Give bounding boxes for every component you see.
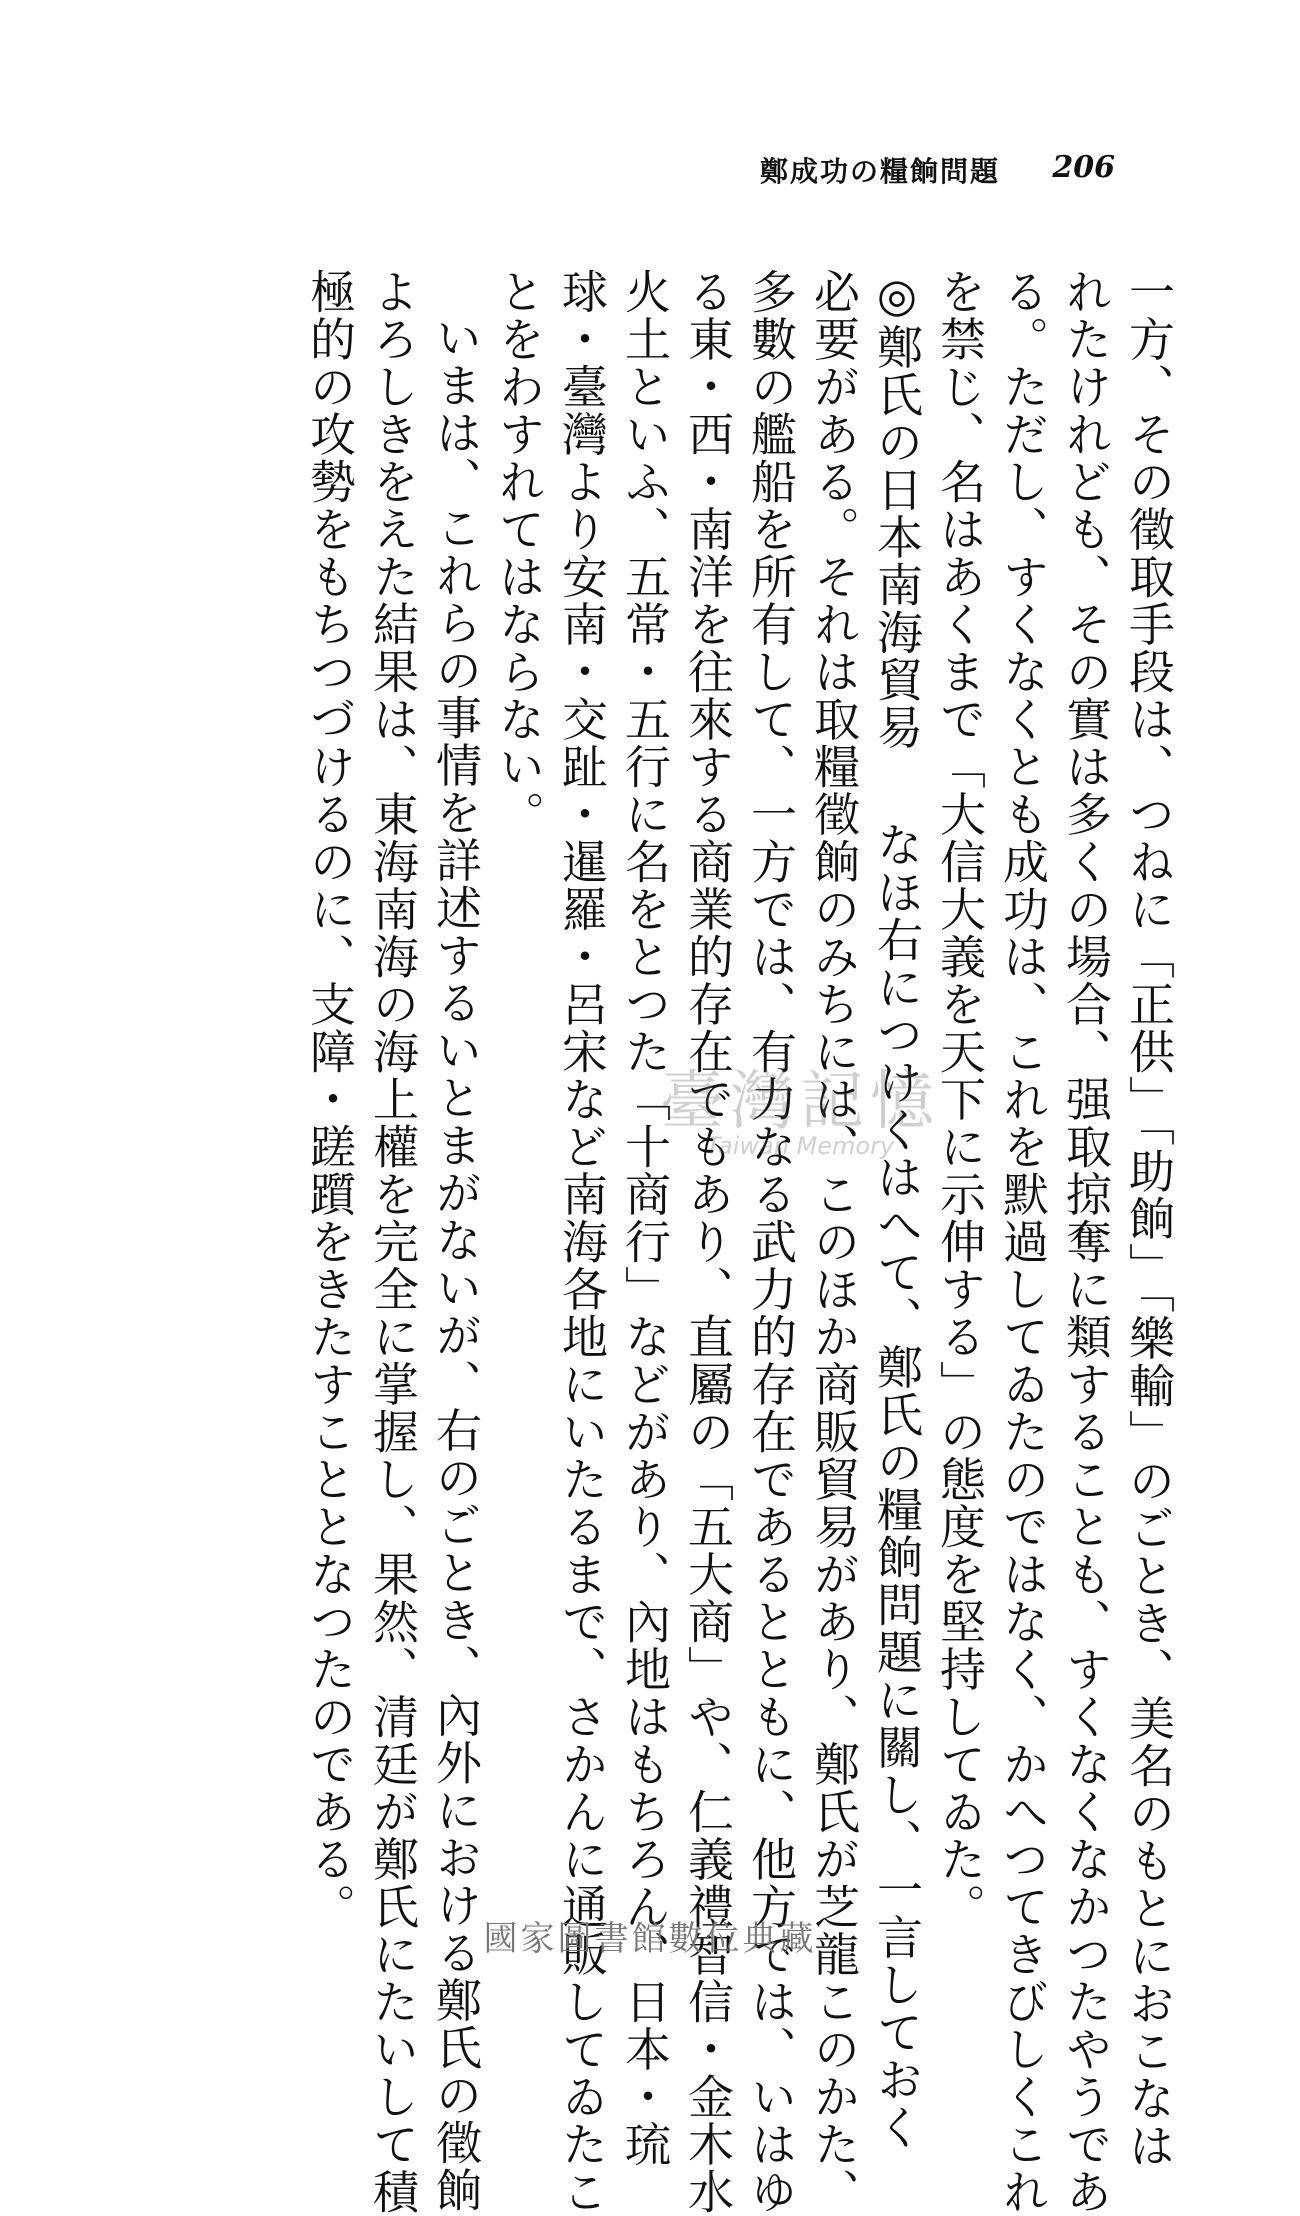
text-line: る。ただし、すくなくとも成功は、これを默過してゐたのではなく、かへつてきびしくこれ xyxy=(996,268,1050,2216)
page-header xyxy=(1052,150,1115,185)
text-line: 極的の攻勢をもちつづけるのに、支障・蹉躓をきたすこととなつたのである。 xyxy=(303,268,357,1931)
text-line: 火土といふ、五常・五行に名をとつた「十商行」などがあり、內地はもちろん、日本・琉 xyxy=(618,268,672,2168)
text-line: いまは、これらの事情を詳述するいとまがないが、右のごとき、內外における鄭氏の徵餉 xyxy=(429,314,483,2214)
text-line: 多數の艦船を所有して、一方では、有力なる武力的存在であるとともに、他方では、いはゆ xyxy=(744,268,798,2216)
page-number: 206 xyxy=(1052,150,1115,185)
text-line: なほ右につけくはへて、鄭氏の糧餉問題に關し、一言しておく xyxy=(870,821,924,2151)
text-line: よろしきをえた結果は、東海南海の海上權を完全に掌握し、果然、清廷が鄭氏にたいして積 xyxy=(366,268,420,2216)
text-line: 一方、その徵取手段は、つねに「正供」「助餉」「樂輸」のごとき、美名のもとにおこなは xyxy=(1122,268,1176,2170)
text-line: 必要がある。それは取糧徵餉のみちには、このほか商販貿易があり、鄭氏が芝龍このかた、 xyxy=(807,268,861,2216)
running-head: 鄭成功の糧餉問題 xyxy=(759,155,1000,188)
text-line: とをわすれてはならない。 xyxy=(492,268,546,838)
text-line: を禁じ、名はあくまで「大信大義を天下に示伸する」の態度を堅持してゐた。 xyxy=(933,268,987,1931)
section-heading: ◎鄭氏の日本南海貿易 xyxy=(870,268,924,751)
text-line: る東・西・南洋を往來する商業的存在でもあり、直屬の「五大商」や、仁義禮智信・金木水 xyxy=(681,268,735,2216)
watermark xyxy=(660,1050,940,1190)
text-line: 球・臺灣より安南・交趾・暹羅・呂宋など南海各地にいたるまで、さかんに通販してゐたこ xyxy=(555,268,609,2216)
library-footer: 國家圖書館數位典藏 xyxy=(483,1919,817,1959)
watermark-logo-text: 臺灣記憶 xyxy=(660,1065,940,1139)
section-heading-line xyxy=(865,268,928,2151)
text-line: れたけれども、その實は多くの場合、强取掠奪に類することも、すくなくなかつたやうであ xyxy=(1059,268,1113,2216)
watermark-subtitle: Taiwan Memory xyxy=(705,1132,895,1160)
